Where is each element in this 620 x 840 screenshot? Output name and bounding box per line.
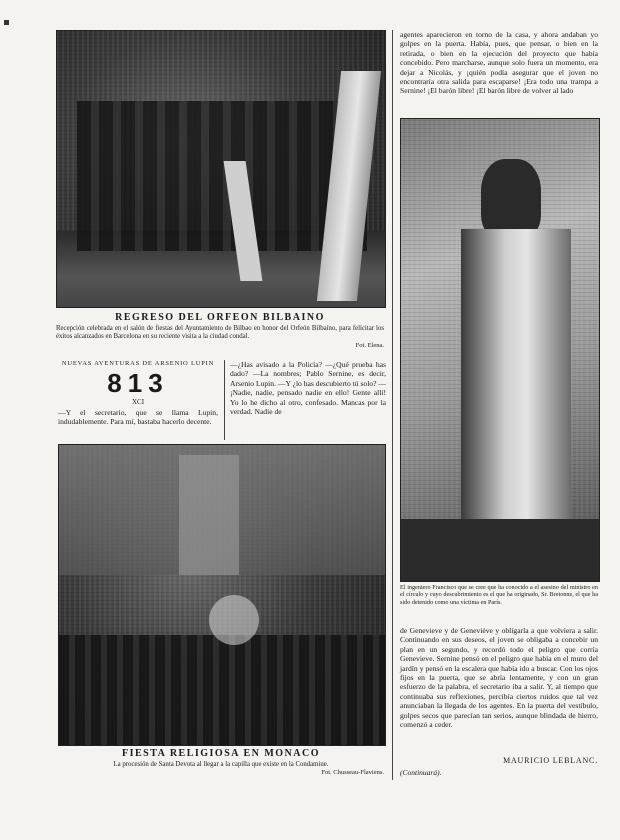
serial-continuation: (Continuará). <box>400 768 442 777</box>
right-column-rule <box>392 30 393 780</box>
serial-left-text: —Y el secretario, que se llama Lupin, indudablemente. Para mí, bastaba hacerlo decente. <box>58 408 218 427</box>
serial-right-text: —¿Has avisado a la Policía? —¿Qué prueba has dado? —La nombres; Pablo Sernine, es decir, Arsenio Lupin. —Y ¿lo has descubierto tú solo? —¡Nadie, nadie, pensado nadie en ello! Gente allí! Yo lo he dicho al otro, confesado. Mancas por la verdad. Nadie de <box>230 360 386 417</box>
orfeon-photo <box>56 30 386 308</box>
ingeniero-caption: El ingeniero Francisco que se cree que ha conocido a el asesino del ministro en el círculo y cuyo descubrimiento es el que ha originado, Sr. Bretonne, el que ha sido detenido como una víctima en París. <box>400 584 598 606</box>
figure-body <box>461 229 571 529</box>
right-bottom-text: de Genevieve y de Geneviève y obligarla a que volviera a salir. Continuando en sus deseos, el joven se obligaba a concebir un plan en un segundo, y recordó todo el peligro que corría Genevieve. Sernine pensó en el peligro que había en el muro del jardín y pensó en la escalera que había ido a buscar. Con los ojos fijos en la puerta, que se abría lentamente, y con un gran esfuerzo de la palabra, el secretario iba a salir. Y, al tiempo que continuaba sus reflexiones, percibía ciertos ruidos que tal vez anunciaban la llegada de los agentes. En la puerta del vestíbulo, golpes secos que parecían tan serios, aunque blindada de hierro, comenzó a ceder. <box>400 626 598 730</box>
monaco-photo <box>58 444 386 746</box>
story1-headline: REGRESO DEL ORFEON BILBAINO <box>115 312 325 323</box>
serial-number: 813 <box>107 368 169 398</box>
figure-head <box>481 159 541 239</box>
story1-credit: Fot. Elena. <box>355 342 384 349</box>
chapel <box>179 455 239 575</box>
serial-chapter: XCI <box>131 398 145 406</box>
photo-base <box>401 519 599 581</box>
right-top-text: agentes aparecieron en torno de la casa, y ahora andaban yo golpes en la puerta. Había, pues, que pensar, o bien en la retirada, o bien en la ejecución del proyecto que había concebido. Pero marcharse, aunque solo fuera un momento, era dejar a Nicolás, y ¡quién podía asegurar que el joven no encontraría otra salida para escaparse! ¡Era todo una trampa a Sernine! ¡El barón libre! ¡El barón libre de volver al lado <box>400 30 598 96</box>
story2-caption: La procesión de Santa Devota al llegar a la capilla que existe en la Condamine. <box>113 761 329 768</box>
corner-mark <box>4 20 9 25</box>
story2-headline: FIESTA RELIGIOSA EN MONACO <box>121 748 320 759</box>
serial-author: MAURICIO LEBLANC. <box>503 756 598 765</box>
procession-canopy <box>209 595 259 645</box>
story2-credit: Fot. Chusseau-Flaviens. <box>321 769 384 776</box>
story1-caption: Recepción celebrada en el salón de fiestas del Ayuntamiento de Bilbao en honor del Orfeón Bilbaíno, para felicitar los éxitos alcanzados en Barcelona en su reciente visita a la ciudad condal. <box>56 325 384 340</box>
ingeniero-photo <box>400 118 600 582</box>
column-rule <box>224 360 225 440</box>
procession-crowd <box>59 635 385 745</box>
serial-kicker: NUEVAS AVENTURAS DE ARSENIO LUPIN <box>61 360 215 367</box>
